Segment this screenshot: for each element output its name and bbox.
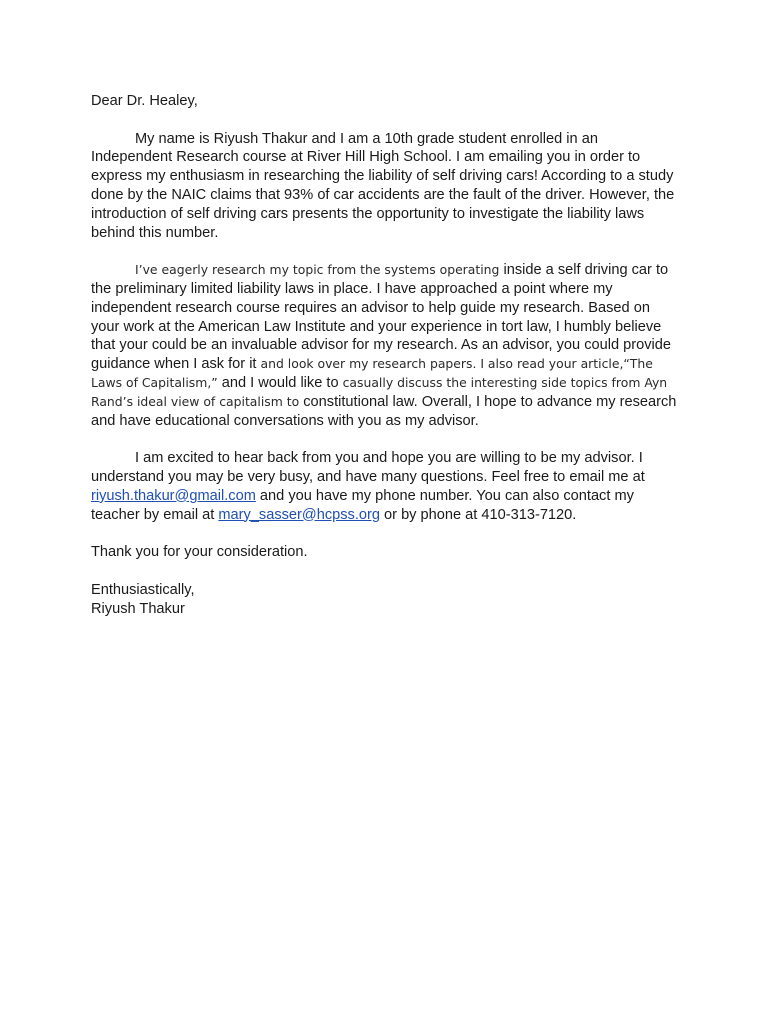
paragraph-contact-part-a: I am excited to hear back from you and hope you are willing to be my advisor. I understand you may be very busy, and have many questions. Feel free to email me at bbox=[91, 450, 645, 485]
salutation: Dear Dr. Healey, bbox=[91, 93, 198, 109]
paragraph-introduction: My name is Riyush Thakur and I am a 10th grade student enrolled in an Independent Research course at River Hill High School. I am emailing you in order to express my enthusiasm in researching the liability of self driving cars! According to a study done by the NAIC claims that 93% of car accidents are the fault of the driver. However, the introduction of self driving cars presents the opportunity to investigate the liability laws behind this number. bbox=[91, 130, 675, 241]
thanks-line: Thank you for your consideration. bbox=[91, 544, 308, 561]
paragraph-research bbox=[91, 261, 681, 430]
teacher-email-link[interactable]: mary_sasser@hcpss.org bbox=[218, 506, 380, 523]
letter-page bbox=[91, 92, 681, 618]
paragraph-research-part-e: casually discuss the interesting side topics from Ayn Rand’s ideal view of capitalism to bbox=[91, 374, 668, 409]
student-email-link[interactable]: riyush.thakur@gmail.com bbox=[91, 487, 256, 504]
closing-line: Enthusiastically, bbox=[91, 581, 195, 598]
paragraph-contact bbox=[91, 449, 681, 524]
paragraph-research-part-f: constitutional law. Overall, I hope to advance my research and have educational conversations with you as my advisor. bbox=[91, 393, 677, 429]
paragraph-contact-part-c: or by phone at 410-313-7120. bbox=[379, 506, 577, 523]
paragraph-contact-part-b: and you have my phone number. You can also contact my teacher by email at bbox=[91, 487, 634, 523]
paragraph-research-part-d: and I would like to bbox=[217, 374, 343, 391]
paragraph-research-part-a: I’ve eagerly research my topic from the systems operating bbox=[135, 262, 500, 278]
paragraph-research-part-c: and look over my research papers. I also read your article,“The Laws of Capitalism,” bbox=[91, 356, 653, 390]
signature-name: Riyush Thakur bbox=[91, 600, 185, 617]
paragraph-research-part-b: inside a self driving car to the preliminary limited liability laws in place. I have approached a point where my independent research course requires an advisor to help guide my research. Based on your work at the American Law Institute and your experience in tort law, I humbly believe that your could be an invaluable advisor for my research. As an advisor, you could provide guidance when I ask for it bbox=[91, 262, 672, 373]
